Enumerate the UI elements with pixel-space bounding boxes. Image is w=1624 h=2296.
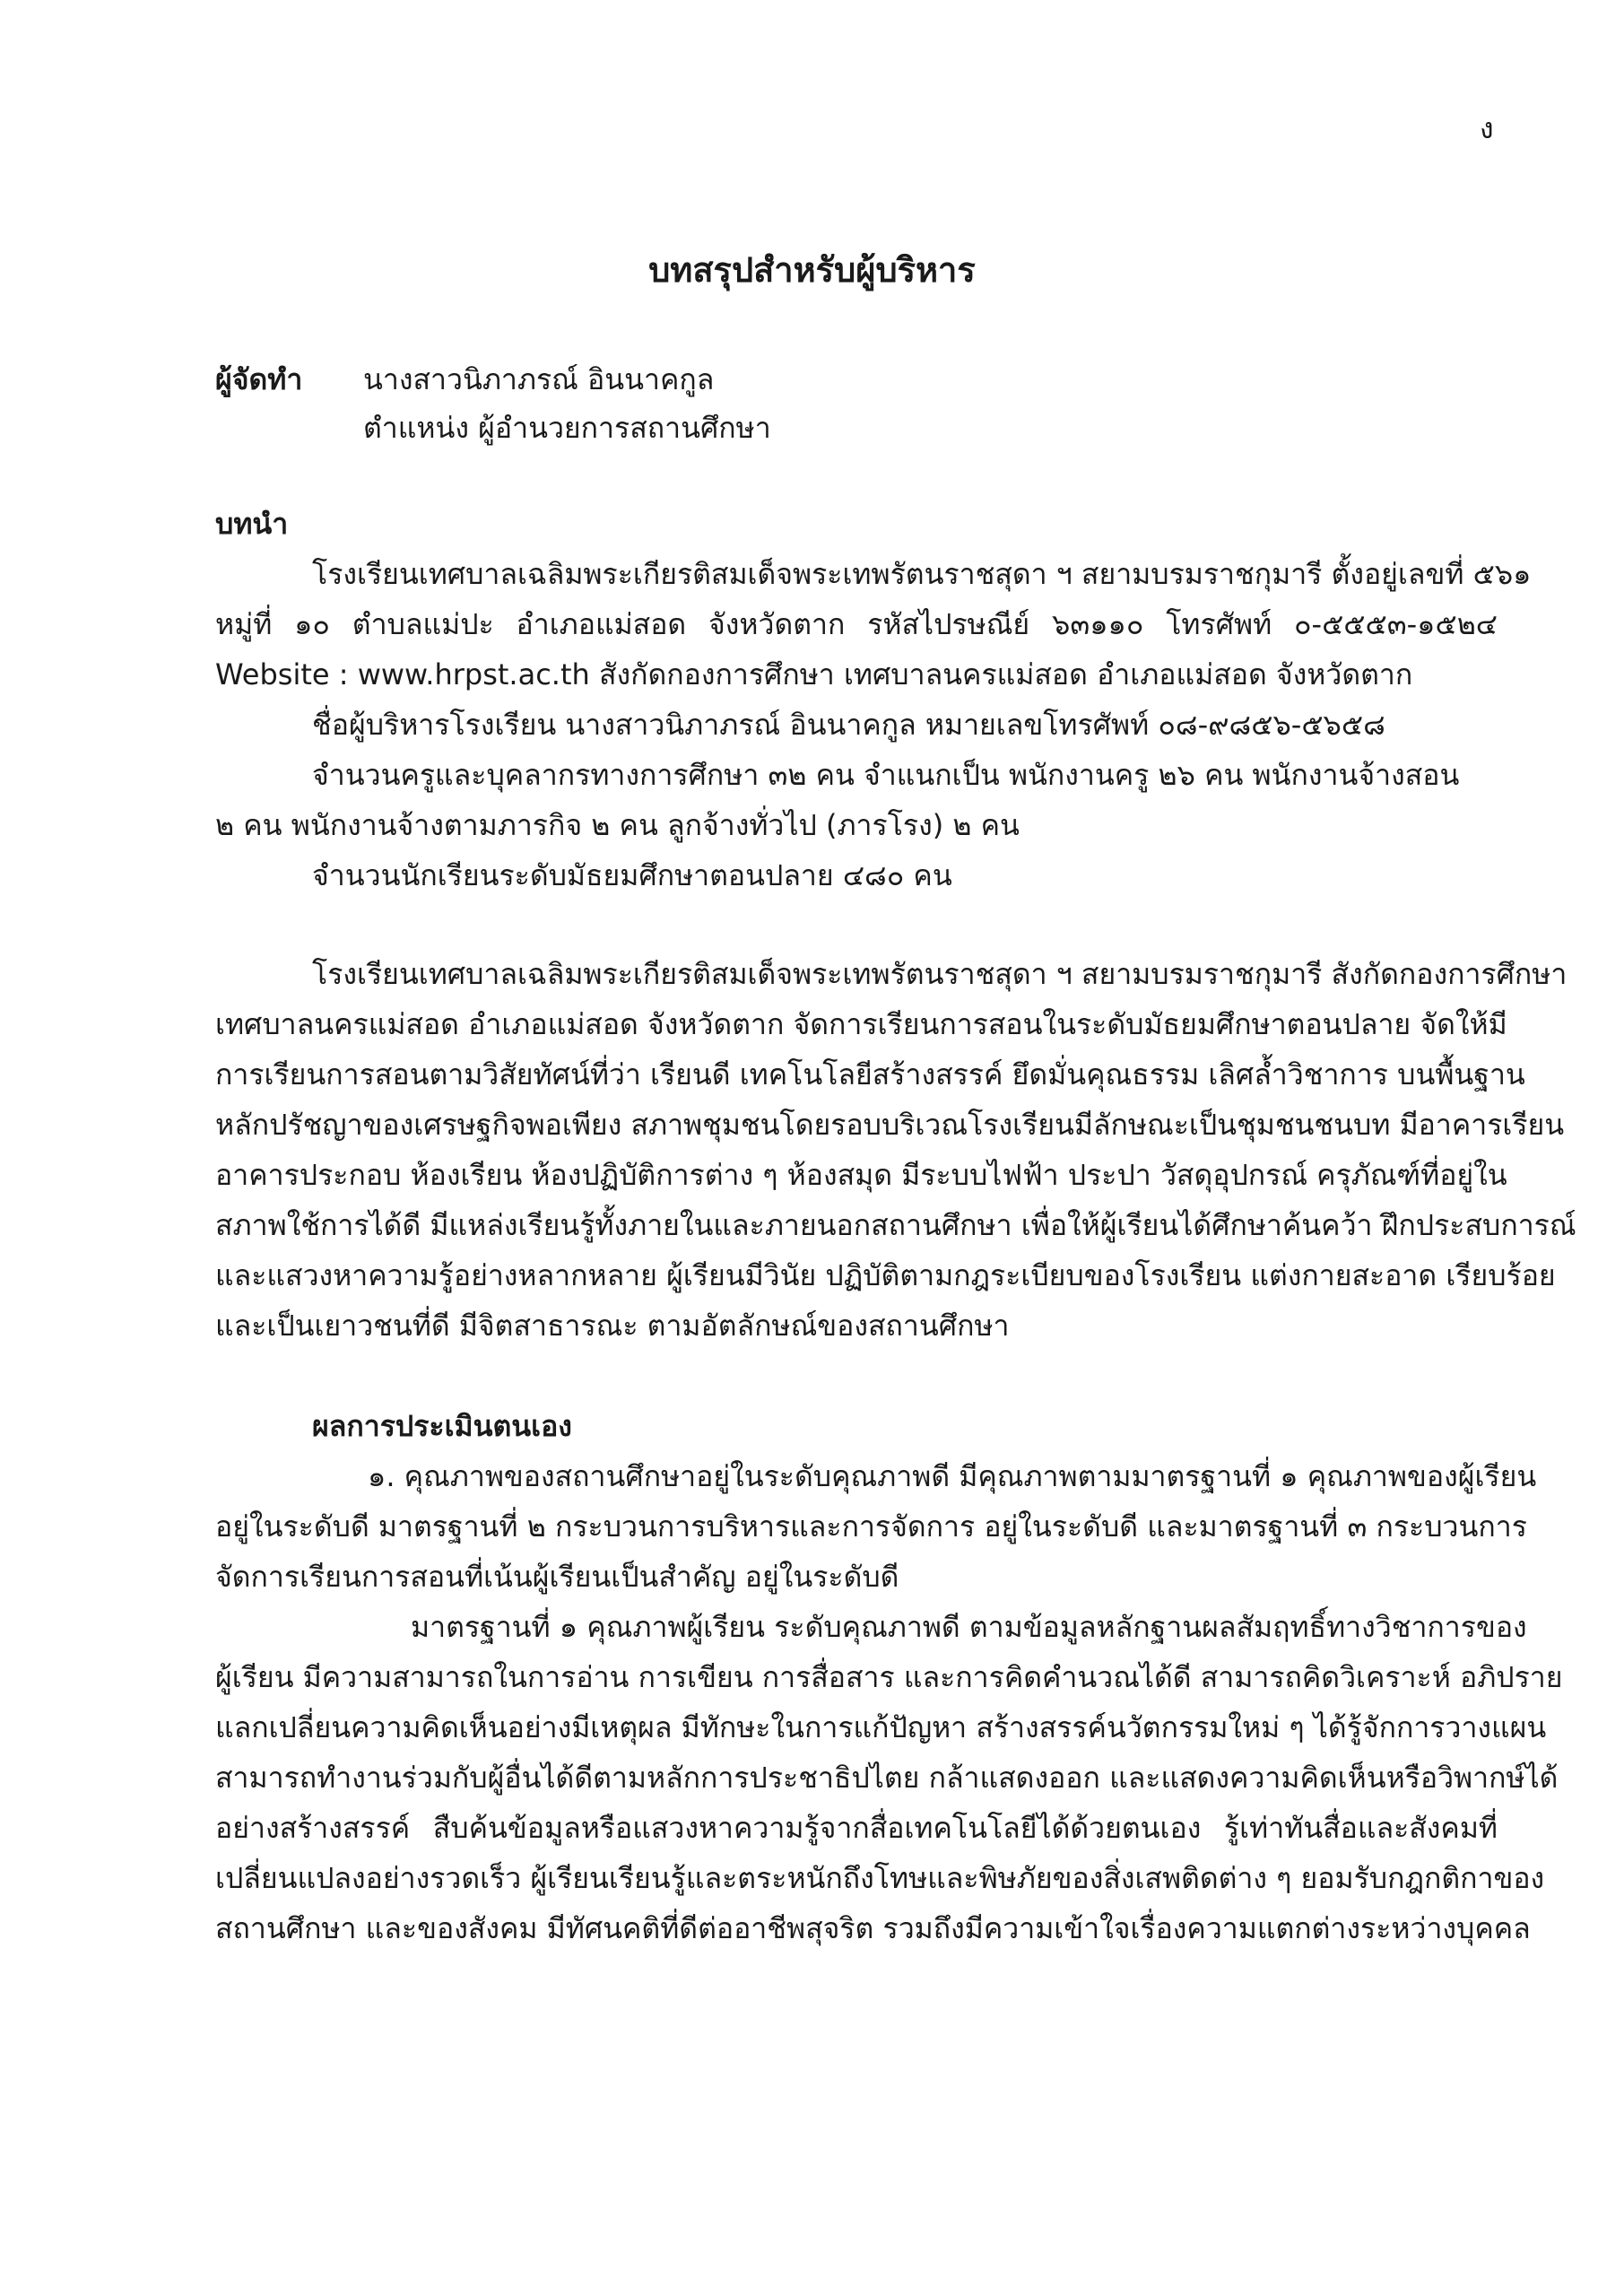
assessment-summary-line: อยู่ในระดับดี มาตรฐานที่ ๒ กระบวนการบริหารและการจัดการ อยู่ในระดับดี และมาตรฐานที่ ๓ กระบวนการ: [215, 1509, 1527, 1544]
school-paragraph-line: อาคารประกอบ ห้องเรียน ห้องปฏิบัติการต่าง ๆ ห้องสมุด มีระบบไฟฟ้า ประปา วัสดุอุปกรณ์ ครุภัณฑ์ที่อยู่ใน: [215, 1158, 1507, 1192]
intro-line: จำนวนนักเรียนระดับมัธยมศึกษาตอนปลาย ๔๘๐ คน: [312, 858, 952, 892]
standard1-line: แลกเปลี่ยนความคิดเห็นอย่างมีเหตุผล มีทักษะในการแก้ปัญหา สร้างสรรค์นวัตกรรมใหม่ ๆ ได้รู้จักการวางแผน: [215, 1710, 1547, 1744]
assessment-summary-line: จัดการเรียนการสอนที่เน้นผู้เรียนเป็นสำคัญ อยู่ในระดับดี: [215, 1560, 899, 1594]
school-paragraph-line: และแสวงหาความรู้อย่างหลากหลาย ผู้เรียนมีวินัย ปฏิบัติตามกฎระเบียบของโรงเรียน แต่งกายสะอาด เรียบร้อย: [215, 1258, 1556, 1292]
intro-line: ชื่อผู้บริหารโรงเรียน นางสาวนิภาภรณ์ อินนาคกูล หมายเลขโทรศัพท์ ๐๘-๙๘๕๖-๕๖๕๘: [312, 708, 1385, 742]
standard1-line: อย่างสร้างสรรค์ สืบค้นข้อมูลหรือแสวงหาความรู้จากสื่อเทคโนโลยีได้ด้วยตนเอง รู้เท่าทันสื่อและสังคมที่: [215, 1811, 1498, 1845]
school-paragraph-line: เทศบาลนครแม่สอด อำเภอแม่สอด จังหวัดตาก จัดการเรียนการสอนในระดับมัธยมศึกษาตอนปลาย จัดให้มี: [215, 1007, 1507, 1041]
school-paragraph-line: หลักปรัชญาของเศรษฐกิจพอเพียง สภาพชุมชนโดยรอบบริเวณโรงเรียนมีลักษณะเป็นชุมชนชนบท มีอาคารเรียน: [215, 1108, 1565, 1142]
school-paragraph-line: การเรียนการสอนตามวิสัยทัศน์ที่ว่า เรียนดี เทคโนโลยีสร้างสรรค์ ยึดมั่นคุณธรรม เลิศล้ำวิชาการ บนพื้นฐาน: [215, 1057, 1525, 1091]
intro-line: โรงเรียนเทศบาลเฉลิมพระเกียรติสมเด็จพระเทพรัตนราชสุดา ฯ สยามบรมราชกุมารี ตั้งอยู่เลขที่ ๕๖๑: [312, 557, 1532, 591]
intro-heading: บทนำ: [215, 507, 289, 541]
school-paragraph-line: และเป็นเยาวชนที่ดี มีจิตสาธารณะ ตามอัตลักษณ์ของสถานศึกษา: [215, 1309, 1010, 1343]
author-position: ตำแหน่ง ผู้อำนวยการสถานศึกษา: [363, 411, 771, 445]
author-label: ผู้จัดทำ: [215, 362, 303, 396]
intro-line: ๒ คน พนักงานจ้างตามภารกิจ ๒ คน ลูกจ้างทั่วไป (ภารโรง) ๒ คน: [215, 808, 1020, 842]
school-paragraph-line: สภาพใช้การได้ดี มีแหล่งเรียนรู้ทั้งภายในและภายนอกสถานศึกษา เพื่อให้ผู้เรียนได้ศึกษาค้นคว้า ฝึกประสบการณ์: [215, 1208, 1576, 1242]
assessment-summary-line: ๑. คุณภาพของสถานศึกษาอยู่ในระดับคุณภาพดี มีคุณภาพตามมาตรฐานที่ ๑ คุณภาพของผู้เรียน: [368, 1459, 1537, 1493]
standard1-line: สามารถทำงานร่วมกับผู้อื่นได้ดีตามหลักการประชาธิปไตย กล้าแสดงออก และแสดงความคิดเห็นหรือวิพากษ์ได้: [215, 1761, 1559, 1795]
intro-line: หมู่ที่ ๑๐ ตำบลแม่ปะ อำเภอแม่สอด จังหวัดตาก รหัสไปรษณีย์ ๖๓๑๑๐ โทรศัพท์ ๐-๕๕๕๓-๑๕๒๔: [215, 607, 1498, 641]
intro-line: Website : www.hrpst.ac.th สังกัดกองการศึกษา เทศบาลนครแม่สอด อำเภอแม่สอด จังหวัดตาก: [215, 657, 1413, 691]
standard1-line: เปลี่ยนแปลงอย่างรวดเร็ว ผู้เรียนเรียนรู้และตระหนักถึงโทษและพิษภัยของสิ่งเสพติดต่าง ๆ ยอมรับกฎกติกาของ: [215, 1861, 1545, 1895]
author-name: นางสาวนิภาภรณ์ อินนาคกูล: [363, 362, 715, 396]
standard1-line: สถานศึกษา และของสังคม มีทัศนคติที่ดีต่ออาชีพสุจริต รวมถึงมีความเข้าใจเรื่องความแตกต่างระหว่างบุคคล: [215, 1911, 1531, 1945]
self-assessment-heading: ผลการประเมินตนเอง: [312, 1409, 572, 1443]
school-paragraph-line: โรงเรียนเทศบาลเฉลิมพระเกียรติสมเด็จพระเทพรัตนราชสุดา ฯ สยามบรมราชกุมารี สังกัดกองการศึกษา: [312, 957, 1568, 991]
standard1-line: ผู้เรียน มีความสามารถในการอ่าน การเขียน การสื่อสาร และการคิดคำนวณได้ดี สามารถคิดวิเคราะห์ อภิปราย: [215, 1660, 1563, 1694]
standard1-line: มาตรฐานที่ ๑ คุณภาพผู้เรียน ระดับคุณภาพดี ตามข้อมูลหลักฐานผลสัมฤทธิ์ทางวิชาการของ: [411, 1610, 1527, 1644]
intro-line: จำนวนครูและบุคลากรทางการศึกษา ๓๒ คน จำแนกเป็น พนักงานครู ๒๖ คน พนักงานจ้างสอน: [312, 758, 1460, 792]
page-number: ง: [1480, 111, 1494, 145]
document-title: บทสรุปสำหรับผู้บริหาร: [648, 250, 976, 290]
